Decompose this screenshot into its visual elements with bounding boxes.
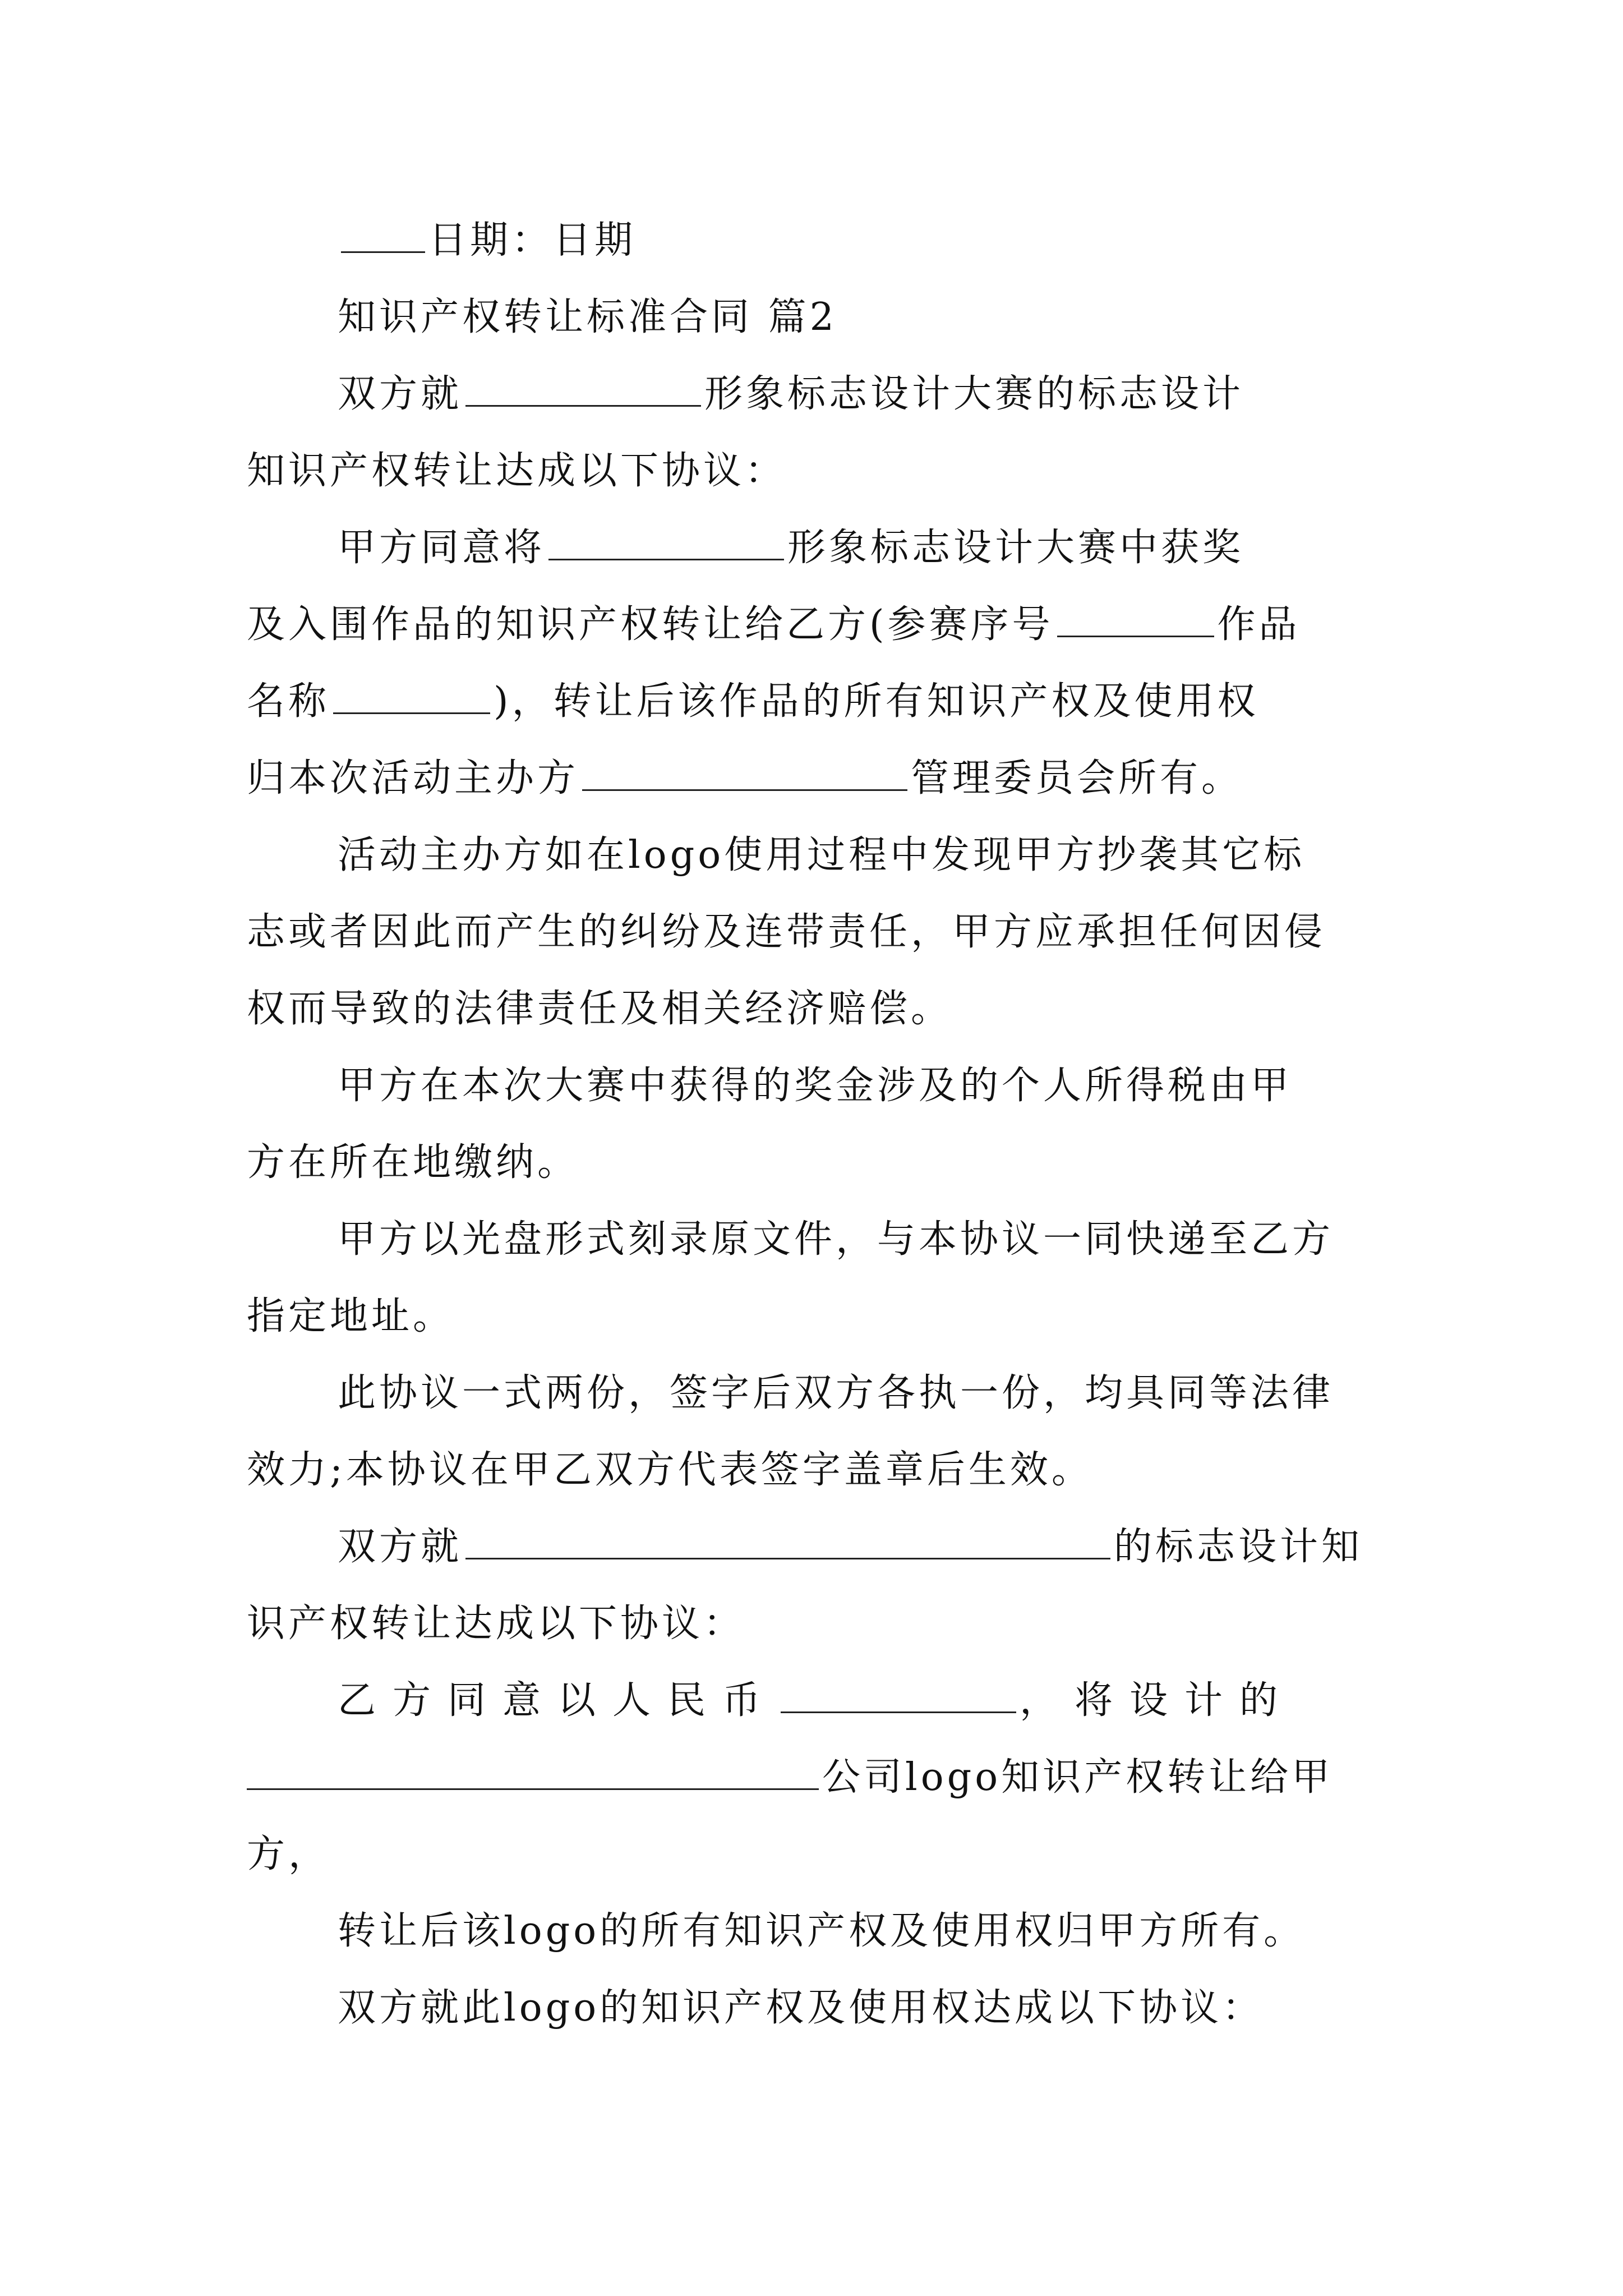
blank-field bbox=[781, 1711, 1016, 1713]
paragraph-line bbox=[247, 509, 1385, 586]
text-segment: ，将设计的 bbox=[1020, 1678, 1295, 1723]
paragraph-line bbox=[247, 1662, 1385, 1739]
paragraph-line: 双方就此logo的知识产权及使用权达成以下协议： bbox=[338, 1986, 1264, 2030]
paragraph-line: 指定地址。 bbox=[247, 1294, 455, 1338]
paragraph-line bbox=[247, 586, 1385, 663]
paragraph-line: 甲方以光盘形式刻录原文件，与本协议一同快递至乙方 bbox=[338, 1217, 1334, 1262]
text-segment: 双方就 bbox=[338, 372, 463, 416]
paragraph-line: 效力;本协议在甲乙双方代表签字盖章后生效。 bbox=[247, 1448, 1093, 1492]
text-segment: 及入围作品的知识产权转让给乙方(参赛序号 bbox=[247, 602, 1054, 647]
paragraph-line: 方， bbox=[247, 1832, 330, 1876]
text-segment: 甲方同意将 bbox=[338, 526, 546, 570]
paragraph-line: 权而导致的法律责任及相关经济赔偿。 bbox=[247, 987, 953, 1031]
blank-field bbox=[341, 251, 425, 253]
paragraph-line bbox=[247, 663, 1385, 740]
text-segment: 双方就 bbox=[338, 1525, 463, 1569]
paragraph-line: 志或者因此而产生的纠纷及连带责任，甲方应承担任何因侵 bbox=[247, 910, 1326, 954]
text-segment: )，转让后该作品的所有知识产权及使用权 bbox=[494, 679, 1259, 724]
blank-field bbox=[582, 789, 907, 791]
paragraph-line bbox=[247, 740, 1385, 817]
blank-field bbox=[1057, 635, 1214, 637]
date-label: 日期：日期 bbox=[428, 218, 637, 263]
text-segment: 归本次活动主办方 bbox=[247, 756, 579, 800]
text-segment: 公司logo知识产权转让给甲 bbox=[822, 1755, 1334, 1800]
paragraph-line: 方在所在地缴纳。 bbox=[247, 1140, 579, 1185]
text-segment: 名称 bbox=[247, 679, 330, 724]
text-segment: 作品 bbox=[1217, 602, 1301, 647]
blank-field bbox=[465, 1557, 1110, 1559]
text-segment: 乙方同意以人民币 bbox=[338, 1678, 778, 1723]
paragraph-line bbox=[247, 356, 1385, 432]
paragraph-line: 此协议一式两份，签字后双方各执一份，均具同等法律 bbox=[338, 1371, 1334, 1415]
paragraph-line: 甲方在本次大赛中获得的奖金涉及的个人所得税由甲 bbox=[338, 1064, 1293, 1108]
paragraph-line: 知识产权转让达成以下协议： bbox=[247, 449, 787, 493]
blank-field bbox=[465, 404, 701, 407]
paragraph-line: 活动主办方如在logo使用过程中发现甲方抄袭其它标 bbox=[338, 833, 1306, 877]
document-title: 知识产权转让标准合同 篇2 bbox=[338, 295, 837, 339]
paragraph-line bbox=[247, 1508, 1385, 1585]
text-segment: 形象标志设计大赛中获奖 bbox=[787, 526, 1244, 570]
document-body bbox=[247, 202, 1385, 2046]
blank-field bbox=[247, 1788, 819, 1790]
blank-field bbox=[548, 558, 784, 560]
paragraph-line bbox=[247, 1739, 1385, 1816]
text-segment: 形象标志设计大赛的标志设计 bbox=[704, 372, 1244, 416]
text-segment: 管理委员会所有。 bbox=[911, 756, 1243, 800]
text-segment: 的标志设计知 bbox=[1114, 1525, 1363, 1569]
blank-field bbox=[333, 712, 490, 714]
paragraph-line: 转让后该logo的所有知识产权及使用权归甲方所有。 bbox=[338, 1909, 1306, 1953]
paragraph-line: 识产权转让达成以下协议： bbox=[247, 1602, 745, 1646]
date-line bbox=[247, 202, 1385, 279]
